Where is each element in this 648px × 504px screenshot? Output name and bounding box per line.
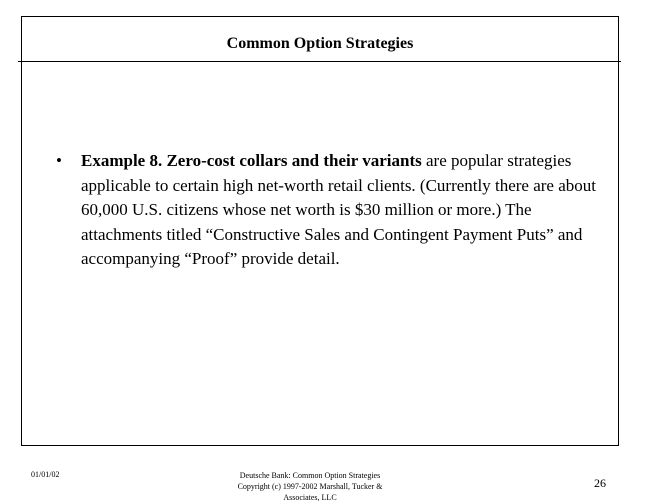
- footer-copyright: [210, 470, 410, 503]
- bullet-icon: •: [56, 151, 62, 170]
- title-divider: [18, 61, 621, 62]
- bullet-item: [56, 149, 604, 272]
- footer-line-2: Copyright (c) 1997-2002 Marshall, Tucker &: [237, 482, 383, 491]
- footer-line-1: Deutsche Bank: Common Option Strategies: [239, 471, 381, 480]
- bullet-text: [81, 149, 604, 272]
- bullet-body: are popular strategies applicable to certain high net-worth retail clients. (Currently there are about 60,000 U.S. citizens whose net worth is $30 million or more.) The attachments titled “Constructive Sales and Contingent Payment Puts” and accompanying “Proof” provide detail.: [81, 151, 596, 269]
- page-number: 26: [594, 476, 606, 490]
- footer-date: 01/01/02: [31, 470, 60, 479]
- footer-line-3: Associates, LLC: [283, 493, 337, 502]
- slide-title: Common Option Strategies: [226, 35, 414, 52]
- bullet-lead-bold: Example 8. Zero-cost collars and their variants: [81, 151, 422, 170]
